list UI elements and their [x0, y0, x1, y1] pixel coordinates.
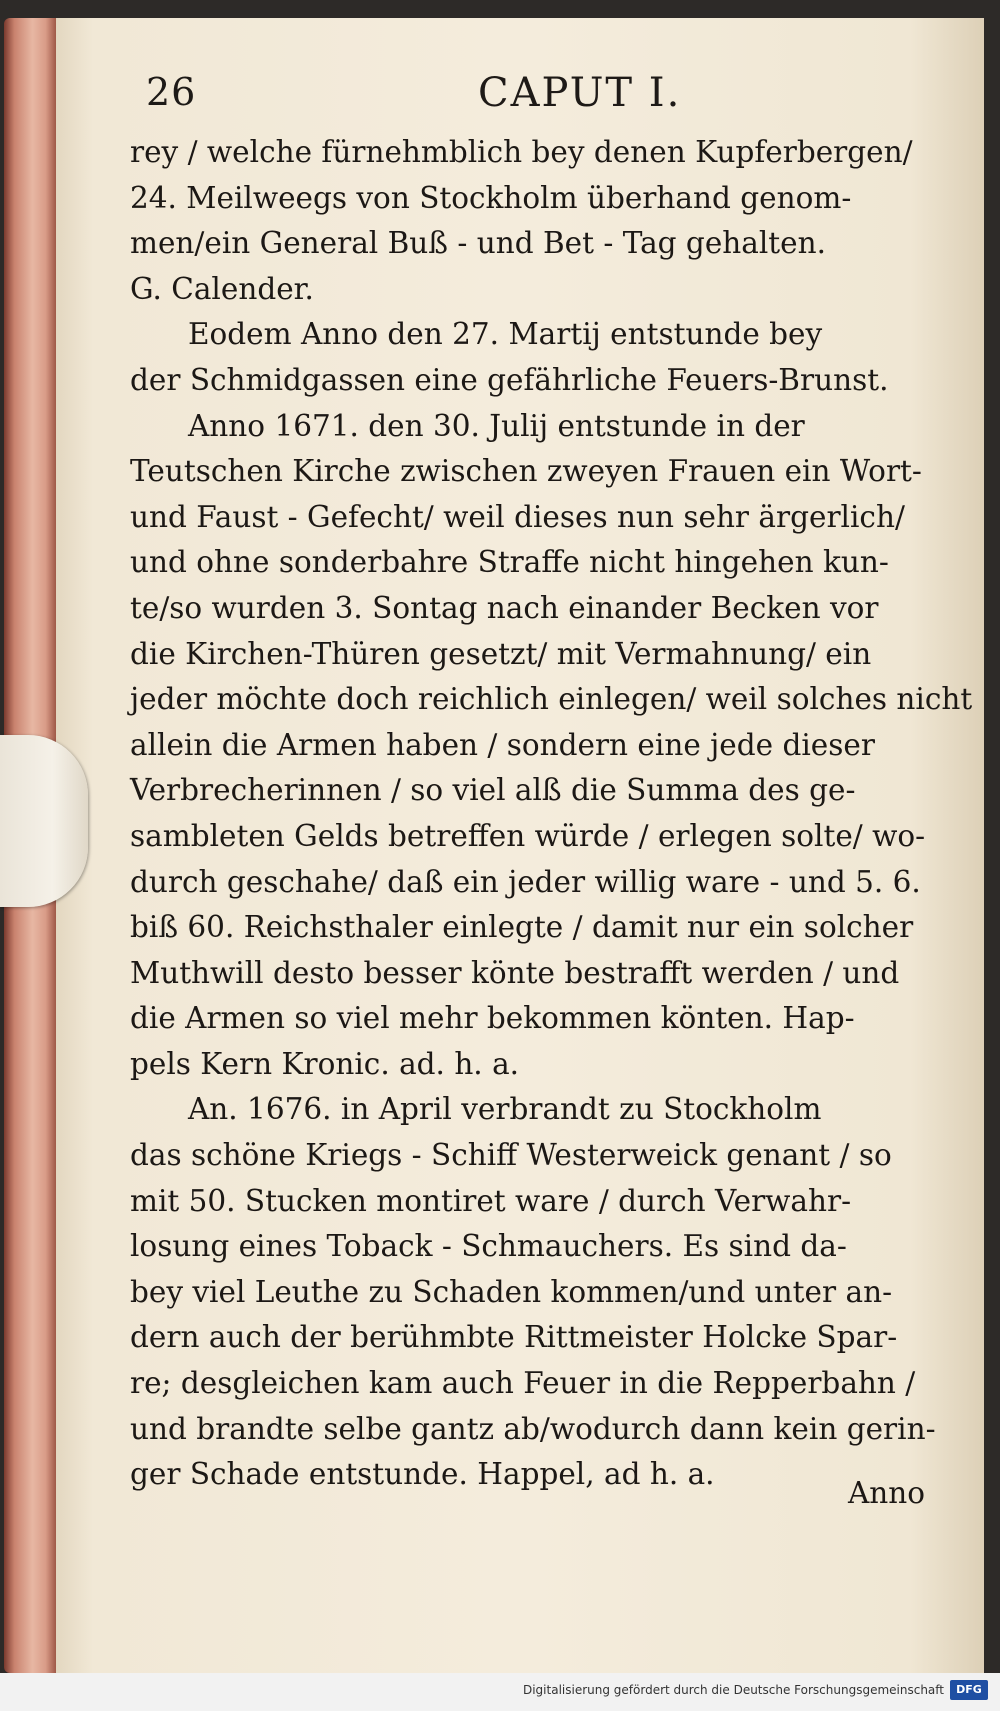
text-line: Teutschen Kirche zwischen zweyen Frauen ein Wort- — [130, 454, 922, 489]
text-line: allein die Armen haben / sondern eine jede dieser — [130, 727, 875, 762]
text-line: das schöne Kriegs - Schiff Westerweick genant / so — [130, 1138, 892, 1173]
text-line: der Schmidgassen eine gefährliche Feuers-Brunst. — [130, 362, 889, 397]
text-line: pels Kern Kronic. ad. h. a. — [130, 1046, 520, 1081]
text-line: losung eines Toback - Schmauchers. Es sind da- — [130, 1229, 847, 1264]
text-line: die Armen so viel mehr bekommen könten. Hap- — [130, 1001, 855, 1036]
text-line: biß 60. Reichsthaler einlegte / damit nur ein solcher — [130, 910, 914, 945]
catchword: Anno — [848, 1476, 926, 1510]
body-text — [130, 130, 973, 1498]
text-line: rey / welche fürnehmblich bey denen Kupferbergen/ — [130, 135, 913, 169]
text-line: und brandte selbe gantz ab/wodurch dann kein gerin- — [130, 1411, 936, 1446]
text-line: und ohne sonderbahre Straffe nicht hingehen kun- — [130, 545, 889, 580]
page-header — [140, 62, 980, 122]
text-line: mit 50. Stucken montiret ware / durch Verwahr- — [130, 1183, 852, 1218]
text-line: dern auch der berühmbte Rittmeister Holcke Spar- — [130, 1320, 898, 1355]
digitization-footer — [0, 1673, 1000, 1711]
text-line: die Kirchen-Thüren gesetzt/ mit Vermahnung/ ein — [130, 636, 872, 671]
text-line: An. 1676. in April verbrandt zu Stockholm — [188, 1092, 822, 1127]
page-number: 26 — [146, 70, 197, 114]
text-line: Anno 1671. den 30. Julij entstunde in der — [188, 408, 805, 443]
text-line: men/ein General Buß - und Bet - Tag gehalten. — [130, 226, 826, 261]
text-line: te/so wurden 3. Sontag nach einander Becken vor — [130, 590, 879, 625]
text-line: 24. Meilweegs von Stockholm überhand genom- — [130, 180, 852, 215]
text-line: jeder möchte doch reichlich einlegen/ weil solches nicht — [130, 682, 973, 717]
text-line: G. Calender. — [130, 271, 314, 306]
text-line: durch geschahe/ daß ein jeder willig ware - und 5. 6. — [130, 864, 921, 899]
text-line: Muthwill desto besser könte bestrafft werden / und — [130, 955, 900, 990]
text-line: ger Schade entstunde. Happel, ad h. a. — [130, 1457, 715, 1492]
text-line: bey viel Leuthe zu Schaden kommen/und unter an- — [130, 1274, 893, 1309]
text-line: re; desgleichen kam auch Feuer in die Repperbahn / — [130, 1366, 916, 1401]
text-line: und Faust - Gefecht/ weil dieses nun sehr ärgerlich/ — [130, 499, 905, 534]
text-line: Eodem Anno den 27. Martij entstunde bey — [188, 317, 823, 352]
page-tab-marker — [0, 735, 88, 907]
text-line: Verbrecherinnen / so viel alß die Summa des ge- — [130, 773, 856, 808]
dfg-logo: DFG — [950, 1680, 988, 1700]
footer-credit: Digitalisierung gefördert durch die Deutsche Forschungsgemeinschaft — [522, 1683, 944, 1697]
running-head: CAPUT I. — [478, 70, 682, 116]
text-line: sambleten Gelds betreffen würde / erlegen solte/ wo- — [130, 818, 926, 853]
